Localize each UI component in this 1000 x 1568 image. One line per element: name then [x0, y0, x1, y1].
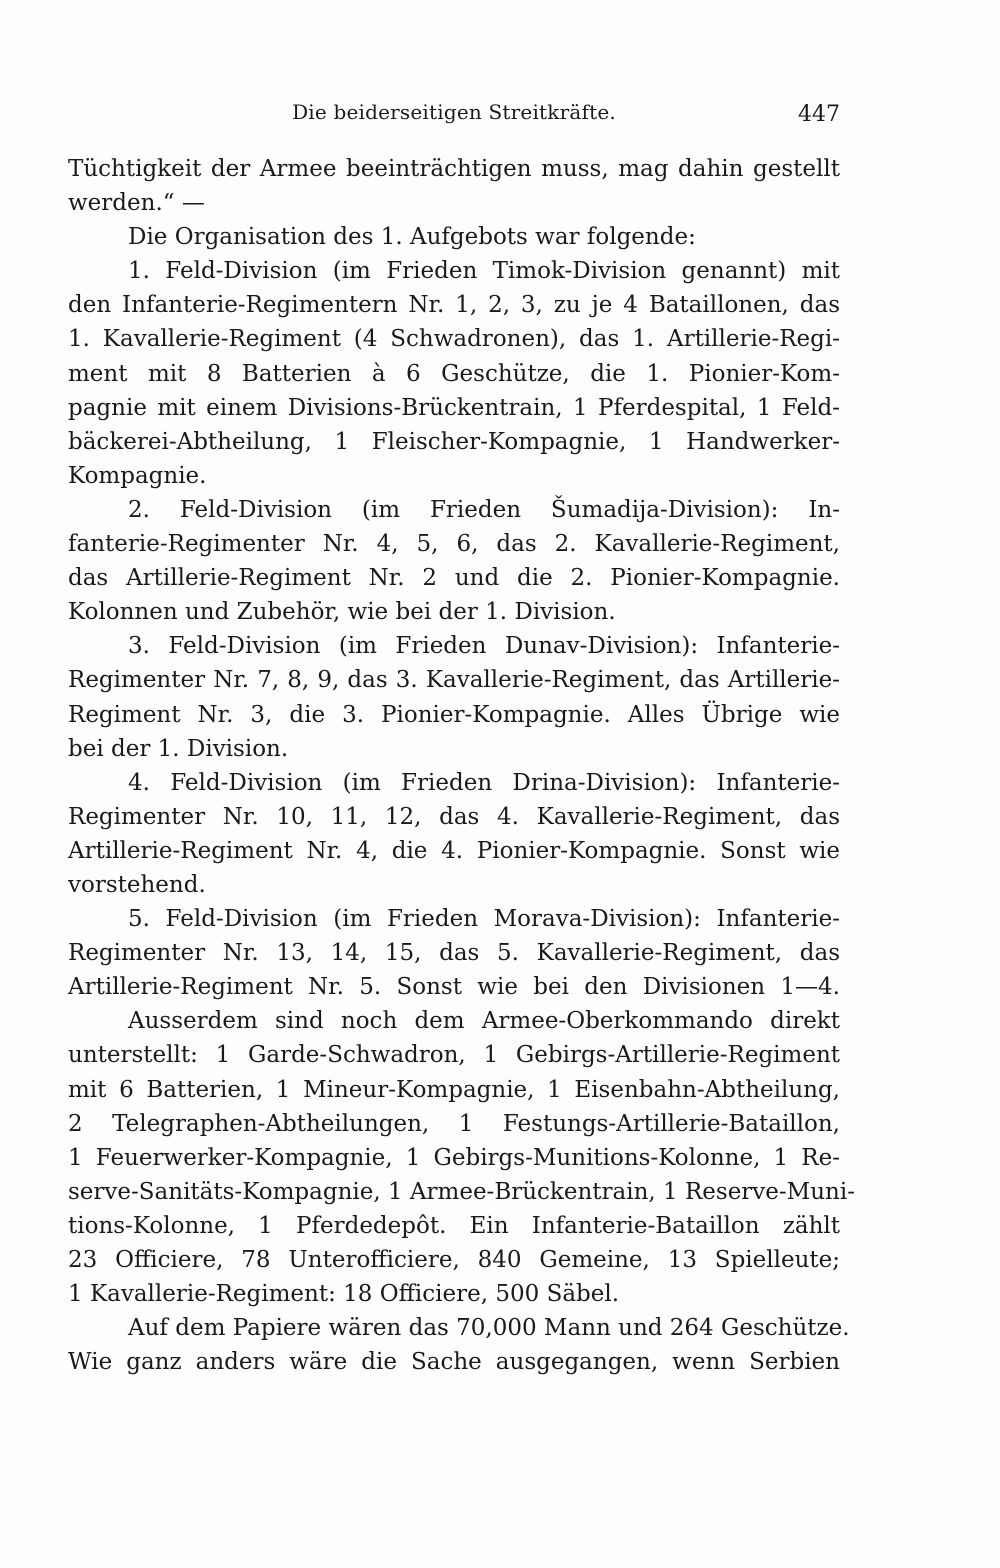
- running-head: [68, 100, 840, 132]
- text-line: Kompagnie.: [68, 462, 207, 489]
- text-line: 2 Telegraphen-Abtheilungen, 1 Festungs-Artillerie-Bataillon,: [68, 1110, 840, 1137]
- text-line: 2. Feld-Division (im Frieden Šumadija-Division): In-: [128, 496, 840, 523]
- text-line: Regimenter Nr. 13, 14, 15, das 5. Kavallerie-Regiment, das: [68, 940, 840, 967]
- page-number: 447: [798, 102, 840, 127]
- text-line: fanterie-Regimenter Nr. 4, 5, 6, das 2. Kavallerie-Regiment,: [68, 531, 840, 558]
- text-line: 1. Feld-Division (im Frieden Timok-Division genannt) mit: [128, 258, 840, 285]
- text-line: unterstellt: 1 Garde-Schwadron, 1 Gebirgs-Artillerie-Regiment: [68, 1042, 840, 1069]
- text-line: Die Organisation des 1. Aufgebots war folgende:: [128, 224, 696, 251]
- text-line: Auf dem Papiere wären das 70,000 Mann und 264 Geschütze.: [128, 1315, 850, 1342]
- text-line: den Infanterie-Regimentern Nr. 1, 2, 3, zu je 4 Bataillonen, das: [68, 292, 840, 319]
- text-line: Ausserdem sind noch dem Armee-Oberkommando direkt: [128, 1008, 840, 1035]
- text-line: Wie ganz anders wäre die Sache ausgegangen, wenn Serbien: [68, 1349, 840, 1376]
- text-line: 1 Kavallerie-Regiment: 18 Officiere, 500 Säbel.: [68, 1281, 620, 1308]
- text-line: Artillerie-Regiment Nr. 4, die 4. Pionier-Kompagnie. Sonst wie: [68, 837, 840, 864]
- text-line: 1. Kavallerie-Regiment (4 Schwadronen), das 1. Artillerie-Regi-: [68, 326, 840, 353]
- text-line: Tüchtigkeit der Armee beeinträchtigen muss, mag dahin gestellt: [68, 156, 840, 182]
- text-line: mit 6 Batterien, 1 Mineur-Kompagnie, 1 Eisenbahn-Abtheilung,: [68, 1076, 840, 1103]
- text-line: 5. Feld-Division (im Frieden Morava-Division): Infanterie-: [128, 906, 840, 933]
- text-line: bäckerei-Abtheilung, 1 Fleischer-Kompagnie, 1 Handwerker-: [68, 428, 840, 455]
- text-line: 4. Feld-Division (im Frieden Drina-Division): Infanterie-: [128, 769, 840, 796]
- text-line: werden.“ —: [68, 190, 205, 217]
- text-line: 23 Officiere, 78 Unterofficiere, 840 Gemeine, 13 Spielleute;: [68, 1247, 840, 1273]
- running-title: Die beiderseitigen Streitkräfte.: [292, 100, 616, 124]
- text-line: 1 Feuerwerker-Kompagnie, 1 Gebirgs-Munitions-Kolonne, 1 Re-: [68, 1144, 840, 1171]
- text-line: Regiment Nr. 3, die 3. Pionier-Kompagnie. Alles Übrige wie: [68, 701, 840, 728]
- text-line: Regimenter Nr. 10, 11, 12, das 4. Kavallerie-Regiment, das: [68, 803, 840, 830]
- body-text: [68, 152, 855, 1379]
- text-line: serve-Sanitäts-Kompagnie, 1 Armee-Brückentrain, 1 Reserve-Muni-: [68, 1178, 855, 1205]
- text-line: das Artillerie-Regiment Nr. 2 und die 2. Pionier-Kompagnie.: [68, 565, 840, 592]
- text-line: bei der 1. Division.: [68, 735, 289, 762]
- text-line: vorstehend.: [68, 871, 206, 898]
- text-line: 3. Feld-Division (im Frieden Dunav-Division): Infanterie-: [128, 633, 840, 660]
- text-line: ment mit 8 Batterien à 6 Geschütze, die 1. Pionier-Kom-: [68, 360, 840, 387]
- text-line: Artillerie-Regiment Nr. 5. Sonst wie bei den Divisionen 1—4.: [68, 974, 840, 1001]
- text-line: Regimenter Nr. 7, 8, 9, das 3. Kavallerie-Regiment, das Artillerie-: [68, 667, 840, 694]
- text-line: tions-Kolonne, 1 Pferdedepôt. Ein Infanterie-Bataillon zählt: [68, 1212, 840, 1239]
- text-line: Kolonnen und Zubehör, wie bei der 1. Division.: [68, 599, 616, 626]
- text-line: pagnie mit einem Divisions-Brückentrain, 1 Pferdespital, 1 Feld-: [68, 394, 840, 421]
